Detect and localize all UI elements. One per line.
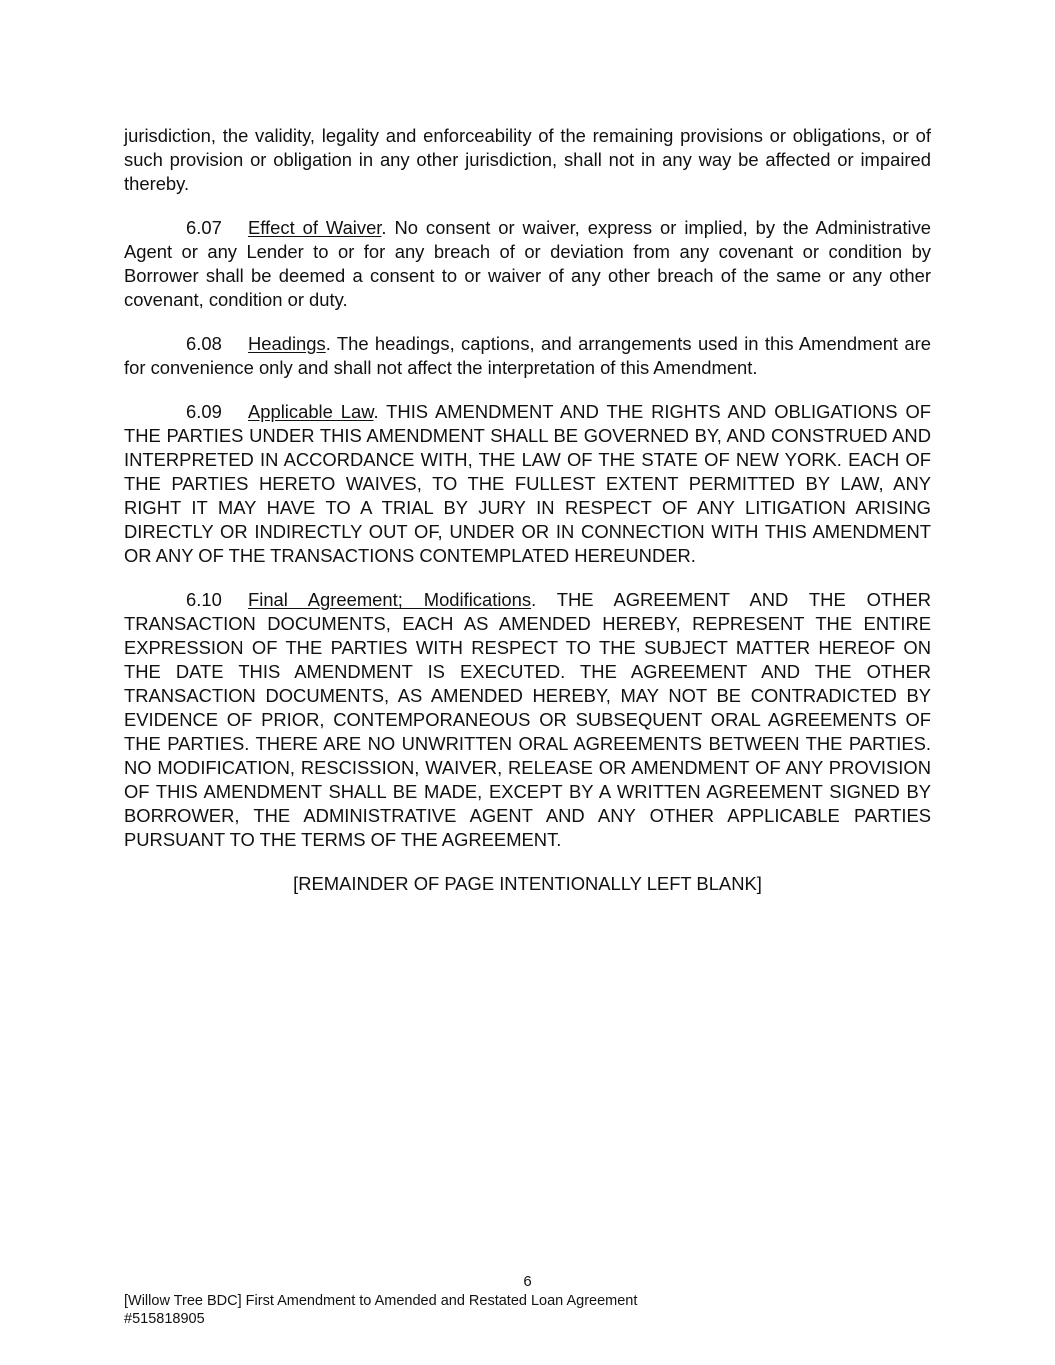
section-text: . THE AGREEMENT AND THE OTHER TRANSACTION DOCUMENTS, EACH AS AMENDED HEREBY, REPRESENT THE ENTIRE EXPRESSION OF THE PARTIES WITH RESPECT TO THE SUBJECT MATTER HEREOF ON THE DATE THIS AMENDMENT IS EXECUTED. THE AGREEMENT AND THE OTHER TRANSACTION DOCUMENTS, AS AMENDED HEREBY, MAY NOT BE CONTRADICTED BY EVIDENCE OF PRIOR, CONTEMPORANEOUS OR SUBSEQUENT ORAL AGREEMENTS OF THE PARTIES. THERE ARE NO UNWRITTEN ORAL AGREEMENTS BETWEEN THE PARTIES. NO MODIFICATION, RESCISSION, WAIVER, RELEASE OR AMENDMENT OF ANY PROVISION OF THIS AMENDMENT SHALL BE MADE, EXCEPT BY A WRITTEN AGREEMENT SIGNED BY BORROWER, THE ADMINISTRATIVE AGENT AND ANY OTHER APPLICABLE PARTIES PURSUANT TO THE TERMS OF THE AGREEMENT. [124, 589, 931, 850]
page-number: 6 [523, 1273, 532, 1290]
section-number: 6.10 [186, 589, 222, 610]
footer-doc-id: #515818905 [124, 1311, 205, 1327]
section-number: 6.09 [186, 401, 222, 422]
remainder-blank-note: [REMAINDER OF PAGE INTENTIONALLY LEFT BLANK] [293, 873, 762, 894]
section-text: . The headings, captions, and arrangements used in this Amendment are for convenience only and shall not affect the interpretation of this Amendment. [124, 333, 931, 378]
document-page [124, 124, 931, 896]
section-text: . THIS AMENDMENT AND THE RIGHTS AND OBLIGATIONS OF THE PARTIES UNDER THIS AMENDMENT SHALL BE GOVERNED BY, AND CONSTRUED AND INTERPRETED IN ACCORDANCE WITH, THE LAW OF THE STATE OF NEW YORK. EACH OF THE PARTIES HERETO WAIVES, TO THE FULLEST EXTENT PERMITTED BY LAW, ANY RIGHT IT MAY HAVE TO A TRIAL BY JURY IN RESPECT OF ANY LITIGATION ARISING DIRECTLY OR INDIRECTLY OUT OF, UNDER OR IN CONNECTION WITH THIS AMENDMENT OR ANY OF THE TRANSACTIONS CONTEMPLATED HEREUNDER. [124, 401, 931, 566]
section-heading: Effect of Waiver [248, 217, 382, 238]
section-heading: Final Agreement; Modifications [248, 589, 532, 610]
section-heading: Headings [248, 333, 326, 354]
footer-doc-title: [Willow Tree BDC] First Amendment to Amended and Restated Loan Agreement [124, 1293, 638, 1309]
section-6-07 [124, 216, 931, 312]
section-number: 6.07 [186, 217, 222, 238]
section-heading: Applicable Law [248, 401, 374, 422]
paragraph-intro: jurisdiction, the validity, legality and enforceability of the remaining provisions or obligations, or of such provision or obligation in any other jurisdiction, shall not in any way be affected or impaired thereby. [124, 125, 931, 194]
section-text: . No consent or waiver, express or implied, by the Administrative Agent or any Lender to or for any breach of or deviation from any covenant or condition by Borrower shall be deemed a consent to or waiver of any other breach of the same or any other covenant, condition or duty. [124, 217, 931, 310]
section-6-08 [124, 332, 931, 380]
section-6-09 [124, 400, 931, 568]
section-number: 6.08 [186, 333, 222, 354]
footer-doc-info [124, 1292, 637, 1328]
section-6-10 [124, 588, 931, 852]
